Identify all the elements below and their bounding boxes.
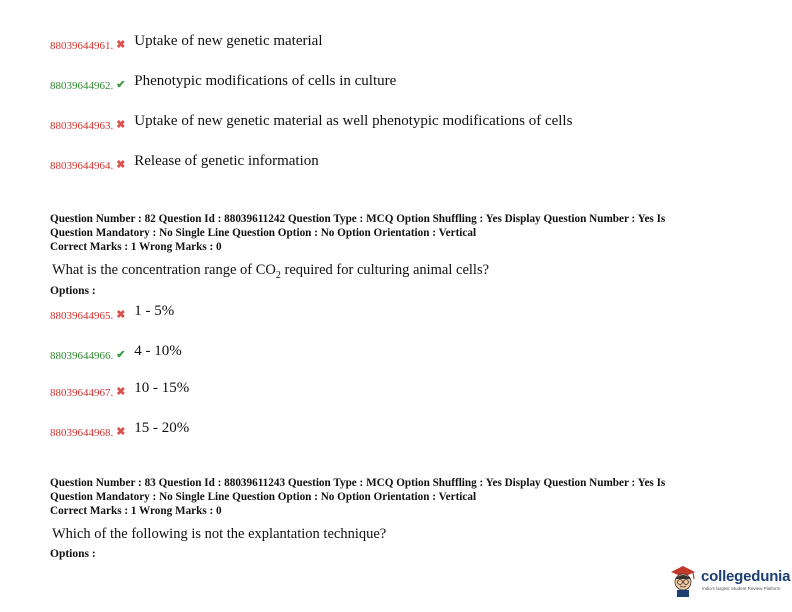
option-row [50, 380, 190, 401]
question-82-meta [50, 212, 740, 254]
meta-line: Question Number : 83 Question Id : 88039611243 Question Type : MCQ Option Shuffling : Yes Display Question Number : Yes Is [50, 477, 666, 489]
option-text: Phenotypic modifications of cells in culture [134, 73, 397, 89]
option-text: 15 - 20% [134, 420, 190, 436]
option-row [50, 343, 182, 364]
option-text: Uptake of new genetic material as well phenotypic modifications of cells [134, 113, 573, 129]
option-id: 88039644963. [50, 119, 114, 132]
cross-icon: ✖ [116, 309, 126, 321]
option-id: 88039644964. [50, 159, 114, 172]
meta-line: Question Number : 82 Question Id : 88039611242 Question Type : MCQ Option Shuffling : Yes Display Question Number : Yes Is [50, 213, 666, 225]
option-text: 10 - 15% [134, 380, 190, 396]
option-text: Release of genetic information [134, 153, 319, 169]
question-83-text: Which of the following is not the explantation technique? [52, 526, 387, 542]
check-icon: ✔ [116, 349, 126, 361]
options-label: Options : [50, 285, 96, 297]
option-text: 4 - 10% [134, 343, 182, 359]
meta-line: Question Mandatory : No Single Line Question Option : No Option Orientation : Vertical [50, 491, 477, 503]
option-id: 88039644967. [50, 386, 114, 399]
option-id: 88039644962. [50, 79, 114, 92]
option-id: 88039644966. [50, 349, 114, 362]
option-row [50, 33, 323, 54]
brand-tagline: India's largest Student Review Platform [702, 586, 781, 591]
mascot-icon [668, 564, 698, 598]
brand-name: collegedunia [701, 568, 791, 585]
marks-line: Correct Marks : 1 Wrong Marks : 0 [50, 505, 222, 517]
cross-icon: ✖ [116, 386, 126, 398]
option-row [50, 113, 573, 134]
option-id: 88039644965. [50, 309, 114, 322]
question-83-meta [50, 476, 740, 518]
option-row [50, 153, 319, 174]
option-id: 88039644968. [50, 426, 114, 439]
option-row [50, 73, 397, 94]
collegedunia-logo [668, 562, 791, 602]
cross-icon: ✖ [116, 426, 126, 438]
cross-icon: ✖ [116, 39, 126, 51]
option-text: 1 - 5% [134, 303, 175, 319]
option-row [50, 303, 175, 324]
question-82-text: What is the concentration range of $CO_2$ required for culturing animal cells? [52, 262, 490, 281]
options-label: Options : [50, 548, 96, 560]
check-icon: ✔ [116, 79, 126, 91]
option-row [50, 420, 190, 441]
option-text: Uptake of new genetic material [134, 33, 323, 49]
cross-icon: ✖ [116, 119, 126, 131]
cross-icon: ✖ [116, 159, 126, 171]
option-id: 88039644961. [50, 39, 114, 52]
meta-line: Question Mandatory : No Single Line Question Option : No Option Orientation : Vertical [50, 227, 477, 239]
marks-line: Correct Marks : 1 Wrong Marks : 0 [50, 241, 222, 253]
